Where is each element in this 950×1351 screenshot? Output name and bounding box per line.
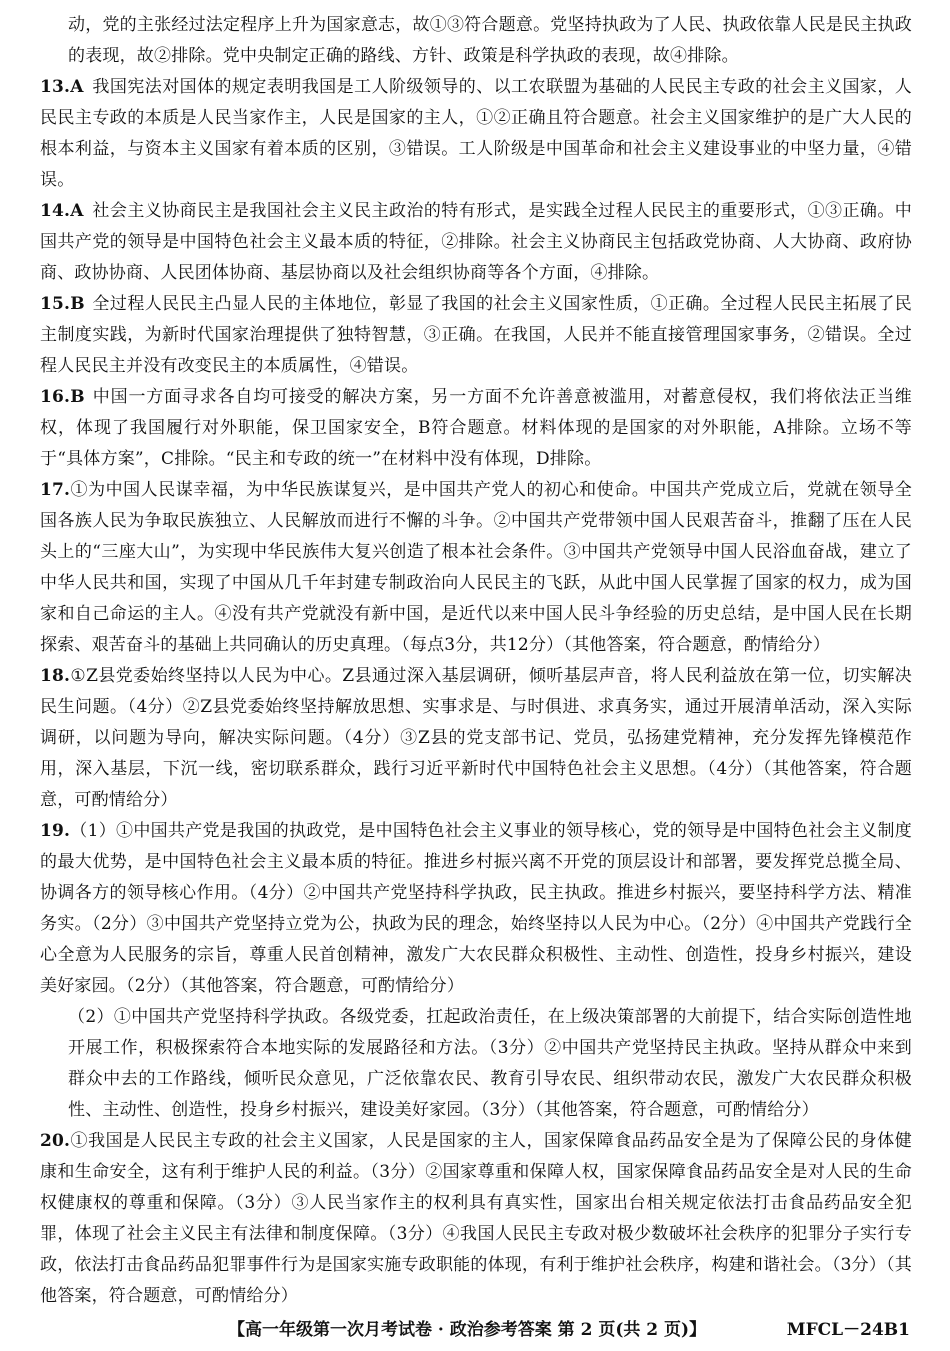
item-number: 18. (40, 666, 71, 686)
item-explanation: ①为中国人民谋幸福，为中华民族谋复兴，是中国共产党人的初心和使命。中国共产党成立后，党就在领导全国各族人民为争取民族独立、人民解放而进行不懈的斗争。②中国共产党带领中国人民艰苦奋斗，推翻了压在人民头上的“三座大山”，为实现中华民族伟大复兴创造了根本社会条件。③中国共产党领导中国人民浴血奋战，建立了中华人民共和国，实现了中国从几千年封建专制政治向人民民主的飞跃，从此中国人民掌握了国家的权力，成为国家和自己命运的主人。④没有共产党就没有新中国，是近代以来中国人民斗争经验的历史总结，是中国人民在长期探索、艰苦奋斗的基础上共同确认的历史真理。（每点3分，共12分）（其他答案，符合题意，酌情给分） (40, 480, 912, 655)
answer-item-16 (40, 382, 912, 475)
item-explanation: 中国一方面寻求各自均可接受的解决方案，另一方面不允许善意被滥用，对蓄意侵权，我们将依法正当维权，体现了我国履行对外职能，保卫国家安全，B符合题意。材料体现的是国家的对外职能，A排除。立场不等于“具体方案”，C排除。“民主和专政的统一”在材料中没有体现，D排除。 (40, 387, 912, 469)
answer-item-19 (40, 816, 912, 1002)
item-number: 13. (40, 77, 71, 97)
page-footer (0, 1315, 950, 1345)
item-explanation: （1）①中国共产党是我国的执政党，是中国特色社会主义事业的领导核心，党的领导是中国特色社会主义制度的最大优势，是中国特色社会主义最本质的特征。推进乡村振兴离不开党的顶层设计和部署，要发挥党总揽全局、协调各方的领导核心作用。（4分）②中国共产党坚持科学执政，民主执政。推进乡村振兴，要坚持科学方法、精准务实。（2分）③中国共产党坚持立党为公，执政为民的理念，始终坚持以人民为中心。（2分）④中国共产党践行全心全意为人民服务的宗旨，尊重人民首创精神，激发广大农民群众积极性、主动性、创造性，投身乡村振兴，建设美好家园。（2分）（其他答案，符合题意，可酌情给分） (40, 821, 912, 996)
item-number: 20. (40, 1131, 71, 1151)
answer-content (40, 10, 912, 1312)
footer-title: 【高一年级第一次月考试卷 · 政治参考答案 第 2 页(共 2 页)】 (228, 1320, 707, 1340)
item-explanation: 社会主义协商民主是我国社会主义民主政治的特有形式，是实践全过程人民民主的重要形式，①③正确。中国共产党的领导是中国特色社会主义最本质的特征，②排除。社会主义协商民主包括政党协商、人大协商、政府协商、政协协商、人民团体协商、基层协商以及社会组织协商等各个方面，④排除。 (40, 201, 912, 283)
continued-paragraph: 动，党的主张经过法定程序上升为国家意志，故①③符合题意。党坚持执政为了人民、执政依靠人民是民主执政的表现，故②排除。党中央制定正确的路线、方针、政策是科学执政的表现，故④排除。 (68, 15, 912, 66)
item-answer: A (70, 201, 84, 221)
answer-item-17 (40, 475, 912, 661)
item-number: 19. (40, 821, 71, 841)
item-answer: B (70, 387, 85, 407)
answer-item-13 (40, 72, 912, 196)
item-number: 16. (40, 387, 71, 407)
item-number: 15. (40, 294, 71, 314)
item-explanation: ①我国是人民民主专政的社会主义国家，人民是国家的主人，国家保障食品药品安全是为了保障公民的身体健康和生命安全，这有利于维护人民的利益。（3分）②国家尊重和保障人权，国家保障食品药品安全是对人民的生命权健康权的尊重和保障。（3分）③人民当家作主的权利具有真实性，国家出台相关规定依法打击食品药品安全犯罪，体现了社会主义民主有法律和制度保障。（3分）④我国人民民主专政对极少数破坏社会秩序的犯罪分子实行专政，依法打击食品药品犯罪事件行为是国家实施专政职能的体现，有利于维护社会秩序，构建和谐社会。（3分）（其他答案，符合题意，可酌情给分） (40, 1131, 912, 1306)
answer-item-18 (40, 661, 912, 816)
answer-item-20 (40, 1126, 912, 1312)
answer-item-19-part-2: （2）①中国共产党坚持科学执政。各级党委，扛起政治责任，在上级决策部署的大前提下，结合实际创造性地开展工作，积极探索符合本地实际的发展路径和方法。（3分）②中国共产党坚持民主执政。坚持从群众中来到群众中去的工作路线，倾听民众意见，广泛依靠农民、教育引导农民、组织带动农民，激发广大农民群众积极性、主动性、创造性，投身乡村振兴，建设美好家园。（3分）（其他答案，符合题意，可酌情给分） (68, 1007, 912, 1120)
item-explanation: 全过程人民民主凸显人民的主体地位，彰显了我国的社会主义国家性质，①正确。全过程人民民主拓展了民主制度实践，为新时代国家治理提供了独特智慧，③正确。在我国，人民并不能直接管理国家事务，②错误。全过程人民民主并没有改变民主的本质属性，④错误。 (40, 294, 912, 376)
item-explanation: ①Z县党委始终坚持以人民为中心。Z县通过深入基层调研，倾听基层声音，将人民利益放在第一位，切实解决民生问题。（4分）②Z县党委始终坚持解放思想、实事求是、与时俱进、求真务实，通过开展清单活动，深入实际调研，以问题为导向，解决实际问题。（4分）③Z县的党支部书记、党员，弘扬建党精神，充分发挥先锋模范作用，深入基层，下沉一线，密切联系群众，践行习近平新时代中国特色社会主义思想。（4分）（其他答案，符合题意，可酌情给分） (40, 666, 912, 810)
item-answer: B (70, 294, 85, 314)
item-number: 17. (40, 480, 71, 500)
answer-item-15 (40, 289, 912, 382)
answer-item-14 (40, 196, 912, 289)
footer-code: MFCL－24B1 (786, 1320, 910, 1340)
item-explanation: 我国宪法对国体的规定表明我国是工人阶级领导的、以工农联盟为基础的人民民主专政的社会主义国家，人民民主专政的本质是人民当家作主，人民是国家的主人，①②正确且符合题意。社会主义国家维护的是广大人民的根本利益，与资本主义国家有着本质的区别，③错误。工人阶级是中国革命和社会主义建设事业的中坚力量，④错误。 (40, 77, 912, 190)
item-answer: A (70, 77, 84, 97)
item-number: 14. (40, 201, 71, 221)
